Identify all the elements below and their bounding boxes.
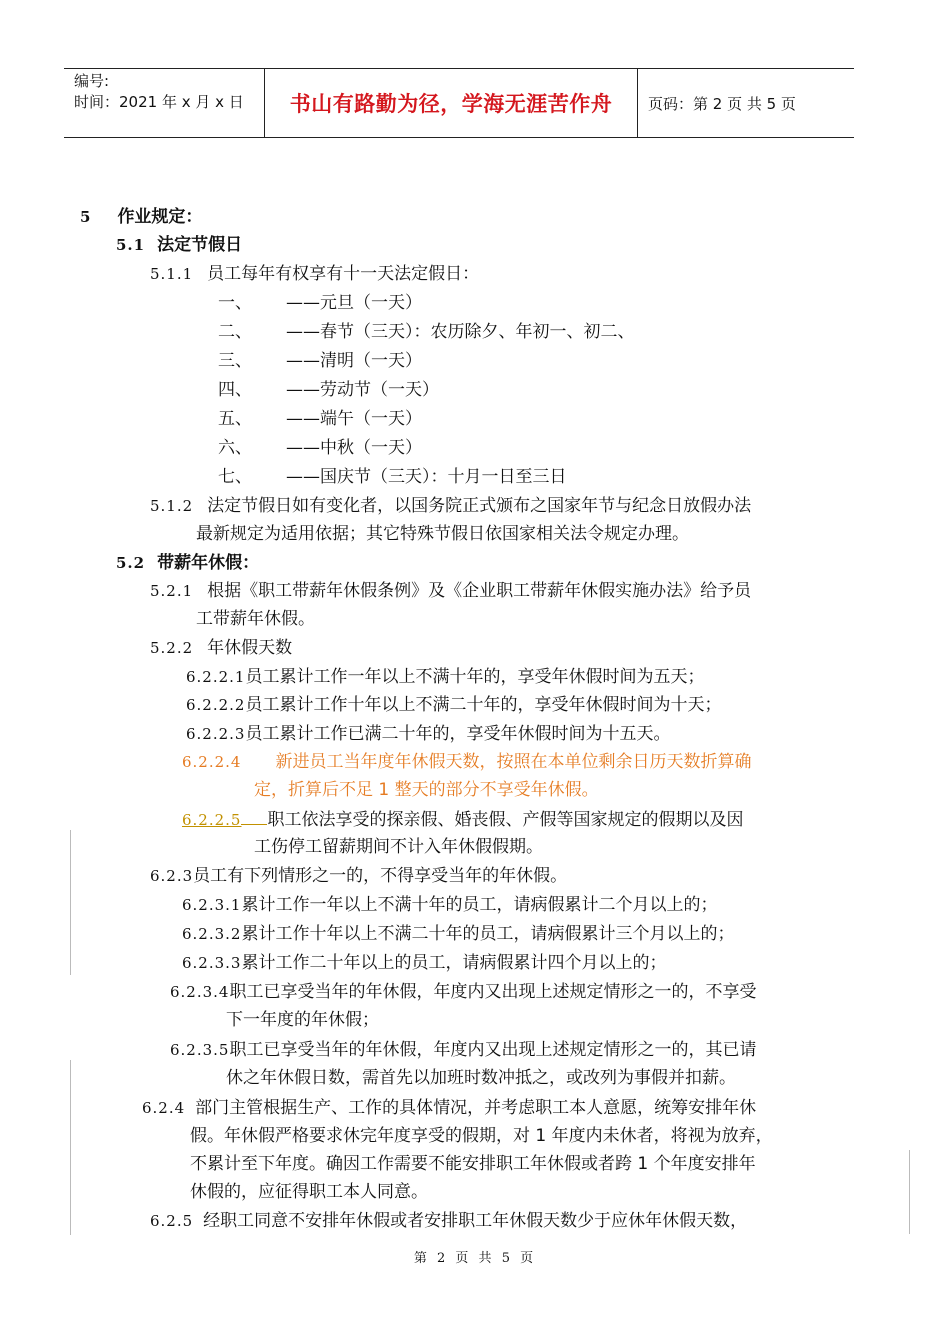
holiday-item: 六、 ——中秋（一天）	[218, 438, 422, 458]
clause-6-2-3-5-cont: 休之年休假日数，需首先以加班时数冲抵之，或改列为事假并扣薪。	[226, 1068, 736, 1088]
clause-5-1-2-cont: 最新规定为适用依据；其它特殊节假日依国家相关法令规定办理。	[196, 524, 689, 544]
clause-6-2-4-cont: 假。年休假严格要求休完年度享受的假期，对 1 年度内未休者，将视为放弃，	[190, 1126, 773, 1146]
revision-bar	[909, 1150, 910, 1234]
revision-bar	[70, 1060, 71, 1235]
clause-5-2-1-cont: 工带薪年休假。	[196, 609, 315, 629]
clause-6-2-3-4: 6.2.3.4职工已享受当年的年休假，年度内又出现上述规定情形之一的，不享受	[170, 982, 757, 1002]
clause-6-2-2-5: 6.2.2.5 职工依法享受的探亲假、婚丧假、产假等国家规定的假期以及因	[182, 810, 744, 830]
clause-5-2-1: 5.2.1 根据《职工带薪年休假条例》及《企业职工带薪年休假实施办法》给予员	[150, 581, 752, 601]
clause-5-1-2: 5.1.2 法定节假日如有变化者，以国务院正式颁布之国家年节与纪念日放假办法	[150, 496, 752, 516]
clause-6-2-5: 6.2.5 经职工同意不安排年休假或者安排职工年休假天数少于应休年休假天数，	[150, 1211, 748, 1231]
clause-6-2-2-2: 6.2.2.2员工累计工作十年以上不满二十年的，享受年休假时间为十天；	[186, 695, 722, 715]
clause-6-2-3-1: 6.2.3.1累计工作一年以上不满十年的员工，请病假累计二个月以上的；	[182, 895, 718, 915]
section-5-1-heading: 5.1 法定节假日	[116, 235, 243, 255]
holiday-item: 三、 ——清明（一天）	[218, 351, 422, 371]
section-5-heading: 5 作业规定：	[80, 207, 203, 227]
clause-6-2-3-2: 6.2.3.2累计工作十年以上不满二十年的员工，请病假累计三个月以上的；	[182, 924, 735, 944]
underline-spacer	[241, 808, 267, 825]
revision-bar	[70, 830, 71, 975]
section-5-2-heading: 5.2 带薪年休假：	[116, 553, 260, 573]
page-footer: 第 2 页 共 5 页	[413, 1251, 537, 1266]
header-motto: 书山有路勤为径，学海无涯苦作舟	[265, 69, 638, 137]
clause-6-2-4: 6.2.4 部门主管根据生产、工作的具体情况，并考虑职工本人意愿，统筹安排年休	[142, 1098, 757, 1118]
clause-5-1-1: 5.1.1 员工每年有权享有十一天法定假日：	[150, 264, 480, 284]
header-time: 时间：2021 年 x 月 x 日	[74, 93, 244, 111]
header-meta	[64, 69, 265, 137]
clause-6-2-2-3: 6.2.2.3员工累计工作已满二十年的，享受年休假时间为十五天。	[186, 724, 671, 744]
clause-6-2-3-3: 6.2.3.3累计工作二十年以上的员工，请病假累计四个月以上的；	[182, 953, 667, 973]
holiday-item: 七、 ——国庆节（三天）：十月一日至三日	[218, 467, 567, 487]
clause-6-2-4-cont: 不累计至下年度。确因工作需要不能安排职工年休假或者跨 1 个年度安排年	[190, 1154, 756, 1174]
holiday-item: 五、 ——端午（一天）	[218, 409, 422, 429]
clause-6-2-2-1: 6.2.2.1员工累计工作一年以上不满十年的，享受年休假时间为五天；	[186, 667, 705, 687]
clause-5-2-2: 5.2.2 年休假天数	[150, 638, 293, 658]
holiday-item: 一、 ——元旦（一天）	[218, 293, 422, 313]
holiday-item: 二、 ——春节（三天）：农历除夕、年初一、初二、	[218, 322, 635, 342]
clause-6-2-3-5: 6.2.3.5职工已享受当年的年休假，年度内又出现上述规定情形之一的，其已请	[170, 1040, 757, 1060]
holiday-item: 四、 ——劳动节（一天）	[218, 380, 439, 400]
clause-6-2-3: 6.2.3员工有下列情形之一的，不得享受当年的年休假。	[150, 866, 568, 886]
document-header	[64, 68, 854, 138]
clause-6-2-2-4-cont: 定，折算后不足 1 整天的部分不享受年休假。	[254, 780, 599, 800]
header-code: 编号:	[74, 72, 110, 90]
clause-6-2-4-cont: 休假的，应征得职工本人同意。	[190, 1182, 428, 1202]
header-page-number: 页码：第 2 页 共 5 页	[648, 94, 796, 113]
clause-6-2-2-5-cont: 工伤停工留薪期间不计入年休假假期。	[254, 837, 543, 857]
clause-6-2-2-4: 6.2.2.4 新进员工当年度年休假天数，按照在本单位剩余日历天数折算确	[182, 752, 752, 772]
clause-6-2-3-4-cont: 下一年度的年休假；	[226, 1010, 379, 1030]
